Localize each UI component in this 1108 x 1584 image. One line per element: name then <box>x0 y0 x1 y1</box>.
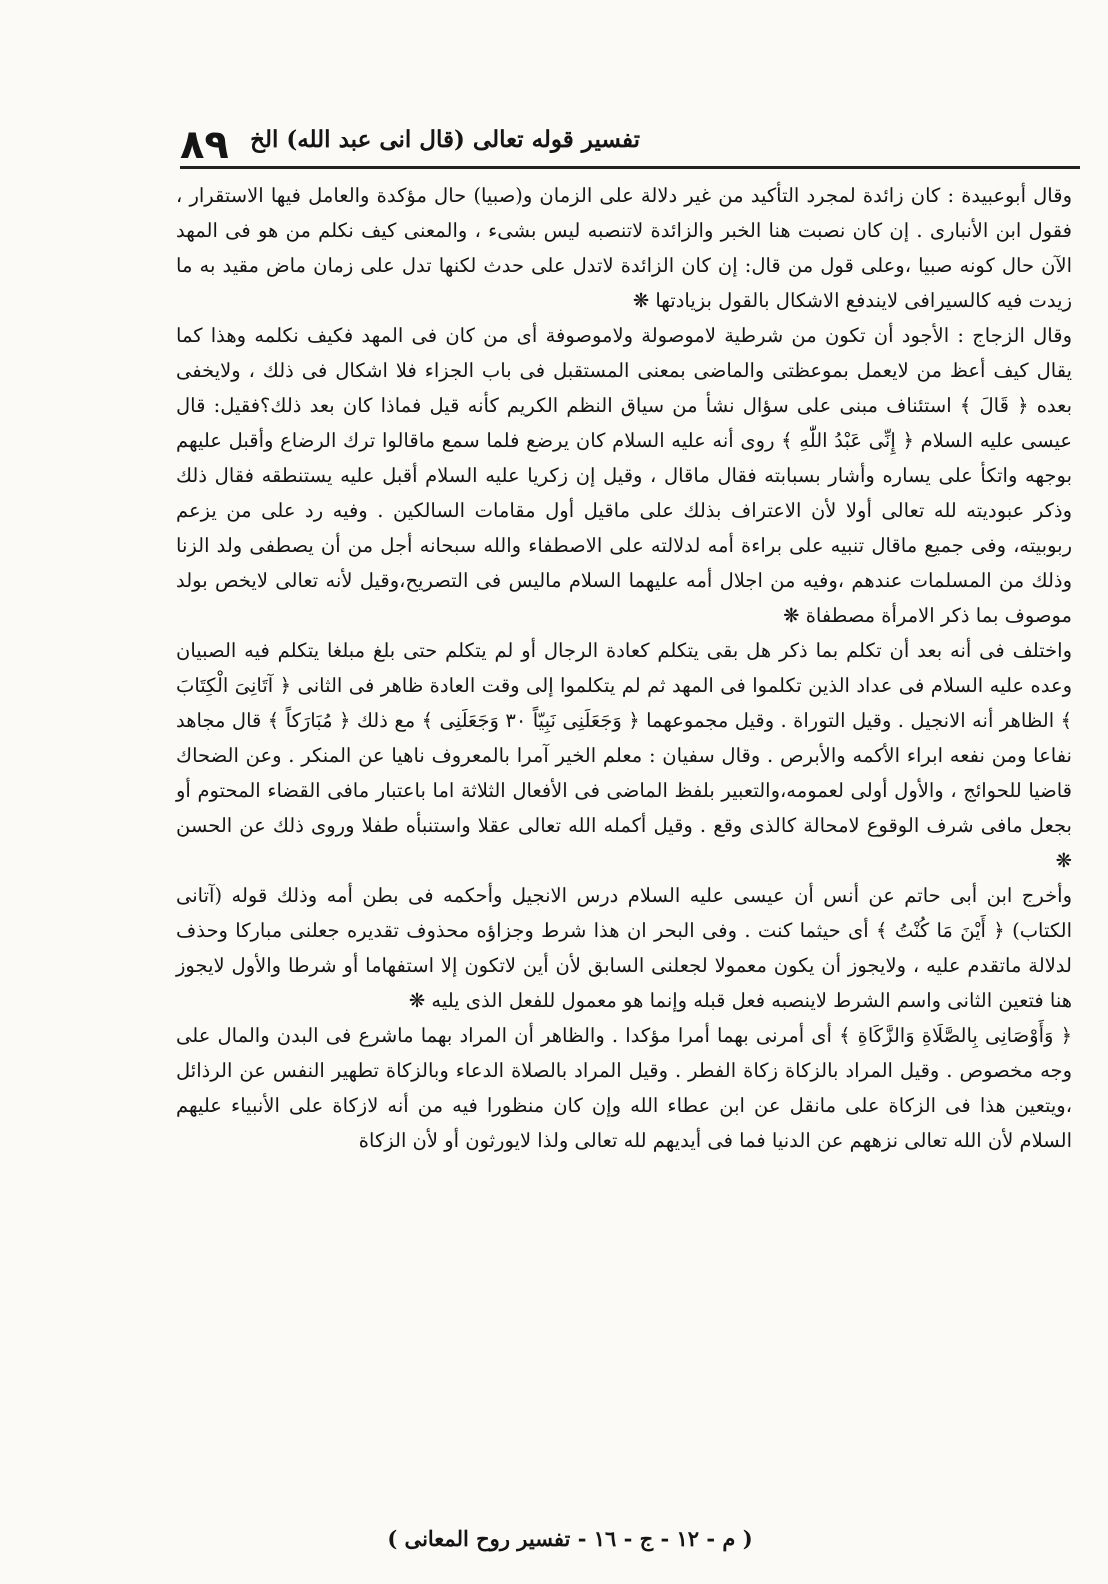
paragraph: وأخرج ابن أبى حاتم عن أنس أن عيسى عليه السلام درس الانجيل وأحكمه فى بطن أمه وذلك قوله (آتانى الكتاب) ﴿ أَيْنَ مَا كُنْتُ ﴾ أى حيثما كنت . وفى البحر ان هذا شرط وجزاؤه محذوف تقديره جعلنى مباركا وحذف لدلالة ماتقدم عليه ، ولايجوز أن يكون معمولا لجعلنى السابق لأن أين لاتكون إلا استفهاما أو شرطا والأول لايجوز هنا فتعين الثانى واسم الشرط لاينصبه فعل قبله وإنما هو معمول للفعل الذى يليه ❋ <box>176 884 1072 1012</box>
paragraph: وقال الزجاج : الأجود أن تكون من شرطية لاموصولة ولاموصوفة أى من كان فى المهد فكيف نكلمه وهذا كما يقال كيف أعظ من لايعمل بموعظتى والماضى بمعنى المستقبل فى باب الجزاء فلا اشكال فى ذلك ، ولايخفى بعده ﴿ قَالَ ﴾ استئناف مبنى على سؤال نشأ من سياق النظم الكريم كأنه قيل فماذا كان بعد ذلك؟فقيل: قال عيسى عليه السلام ﴿ إِنِّى عَبْدُ اللّٰهِ ﴾ روى أنه عليه السلام كان يرضع فلما سمع ماقالوا ترك الرضاع وأقبل عليهم بوجهه واتكأ على يساره وأشار بسبابته فقال ماقال ، وقيل إن زكريا عليه السلام أقبل عليه يستنطقه فقال ذلك وذكر عبوديته لله تعالى أولا لأن الاعتراف بذلك على ماقيل أول مقامات السالكين . وفيه رد على من يزعم ربوبيته، وفى جميع ماقال تنبيه على براءة أمه لدلالته على الاصطفاء والله سبحانه أجل من أن يصطفى ولد الزنا وذلك من المسلمات عندهم ،وفيه من اجلال أمه عليهما السلام ماليس فى التصريح،وقيل لأنه تعالى لايخص بولد موصوف بما ذكر الامرأة مصطفاة ❋ <box>176 324 1072 627</box>
page-number: ٨٩ <box>180 122 229 168</box>
page-footer: ( م - ١٢ - ج - ١٦ - تفسير روح المعانى ) <box>387 1526 753 1551</box>
running-title: تفسير قوله تعالى (قال انى عبد الله) الخ <box>250 126 640 153</box>
header-rule <box>180 166 1080 169</box>
page-header <box>180 122 1080 170</box>
body-text <box>176 178 1072 1158</box>
paragraph: ﴿ وَأَوْصَانِى بِالصَّلَاةِ وَالزَّكَاةِ ﴾ أى أمرنى بهما أمرا مؤكدا . والظاهر أن المراد بهما ماشرع فى البدن والمال على وجه مخصوص . وقيل المراد بالزكاة زكاة الفطر . وقيل المراد بالصلاة الدعاء وبالزكاة تطهير النفس عن الرذائل ،ويتعين هذا فى الزكاة على مانقل عن ابن عطاء الله وإن كان منظورا فيه من أنه لازكاة على الأنبياء عليهم السلام لأن الله تعالى نزههم عن الدنيا فما فى أيديهم لله تعالى ولذا لايورثون أو لأن الزكاة <box>176 1024 1072 1152</box>
paragraph: واختلف فى أنه بعد أن تكلم بما ذكر هل بقى يتكلم كعادة الرجال أو لم يتكلم حتى بلغ مبلغا يتكلم فيه الصبيان وعده عليه السلام فى عداد الذين تكلموا فى المهد ثم لم يتكلموا إلى وقت العادة ظاهر فى الثانى ﴿ آتَانِىَ الْكِتَابَ ﴾ الظاهر أنه الانجيل . وقيل التوراة . وقيل مجموعهما ﴿ وَجَعَلَنِى نَبِيّاً ٣٠ وَجَعَلَنِى ﴾ مع ذلك ﴿ مُبَارَكاً ﴾ قال مجاهد نفاعا ومن نفعه ابراء الأكمه والأبرص . وقال سفيان : معلم الخير آمرا بالمعروف ناهيا عن المنكر . وعن الضحاك قاضيا للحوائج ، والأول أولى لعمومه،والتعبير بلفظ الماضى فى الأفعال الثلاثة اما باعتبار مافى القضاء المحتوم أو بجعل مافى شرف الوقوع لامحالة كالذى وقع . وقيل أكمله الله تعالى عقلا واستنبأه طفلا وروى ذلك عن الحسن ❋ <box>176 639 1072 872</box>
paragraph: وقال أبوعبيدة : كان زائدة لمجرد التأكيد من غير دلالة على الزمان و(صبيا) حال مؤكدة والعامل فيها الاستقرار ، فقول ابن الأنبارى . إن كان نصبت هنا الخبر والزائدة لاتنصبه ليس بشىء ، والمعنى كيف نكلم من هو فى المهد الآن حال كونه صبيا ،وعلى قول من قال: إن كان الزائدة لاتدل على حدث لكنها تدل على زمان ماض مقيد به ما زيدت فيه كالسيرافى لايندفع الاشكال بالقول بزيادتها ❋ <box>176 184 1072 312</box>
